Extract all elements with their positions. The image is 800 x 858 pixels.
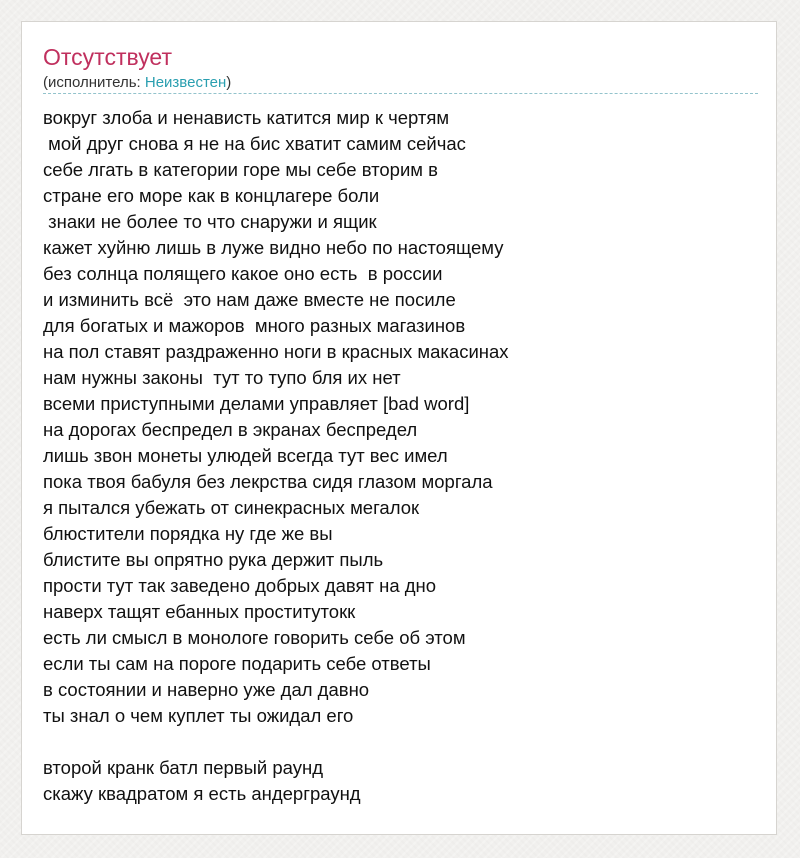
artist-prefix: (исполнитель: xyxy=(43,74,145,91)
lyric-line: второй кранк батл первый раунд xyxy=(43,757,324,778)
lyric-line: нам нужны законы тут то тупо бля их нет xyxy=(43,367,401,388)
lyric-line: на пол ставят раздраженно ноги в красных макасинах xyxy=(43,341,509,362)
lyric-line: прости тут так заведено добрых давят на дно xyxy=(43,575,437,596)
lyric-line: на дорогах беспредел в экранах беспредел xyxy=(43,419,418,440)
lyric-line: блистите вы опрятно рука держит пыль xyxy=(43,549,384,570)
lyric-line: без солнца полящего какое оно есть в россии xyxy=(43,263,443,284)
lyric-line xyxy=(43,729,758,755)
lyric-line: стране его море как в концлагере боли xyxy=(43,185,380,206)
lyrics-card xyxy=(21,21,777,835)
lyric-line: себе лгать в категории горе мы себе вторим в xyxy=(43,159,438,180)
artist-line xyxy=(43,73,231,93)
lyric-line: ты знал о чем куплет ты ожидал его xyxy=(43,705,354,726)
lyric-line: лишь звон монеты улюдей всегда тут вес имел xyxy=(43,445,448,466)
lyric-line: если ты сам на пороге подарить себе ответы xyxy=(43,653,431,674)
artist-link[interactable]: Неизвестен xyxy=(144,74,227,91)
lyric-line: в состоянии и наверно уже дал давно xyxy=(43,679,370,700)
lyric-line: блюстители порядка ну где же вы xyxy=(43,523,333,544)
lyric-line: вокруг злоба и ненависть катится мир к чертям xyxy=(43,107,450,128)
lyric-line: я пытался убежать от синекрасных мегалок xyxy=(43,497,420,518)
song-title: Отсутствует xyxy=(43,44,172,70)
lyric-line: кажет хуйню лишь в луже видно небо по настоящему xyxy=(43,237,504,258)
lyric-line: наверх тащят ебанных проститутокк xyxy=(43,601,356,622)
lyric-line: и изминить всё это нам даже вместе не посиле xyxy=(43,289,456,310)
lyric-line: есть ли смысл в монологе говорить себе об этом xyxy=(43,627,466,648)
lyric-line: скажу квадратом я есть андерграунд xyxy=(43,783,361,804)
title-divider xyxy=(43,93,758,94)
lyric-line: для богатых и мажоров много разных магазинов xyxy=(43,315,466,336)
lyric-line: знаки не более то что снаружи и ящик xyxy=(43,211,377,232)
lyric-line: пока твоя бабуля без лекрства сидя глазом моргала xyxy=(43,471,493,492)
lyric-line: всеми приступными делами управляет [bad word] xyxy=(43,393,470,414)
lyric-line: мой друг снова я не на бис хватит самим сейчас xyxy=(43,133,466,154)
artist-suffix: ) xyxy=(226,74,232,91)
lyrics-text xyxy=(43,105,758,807)
